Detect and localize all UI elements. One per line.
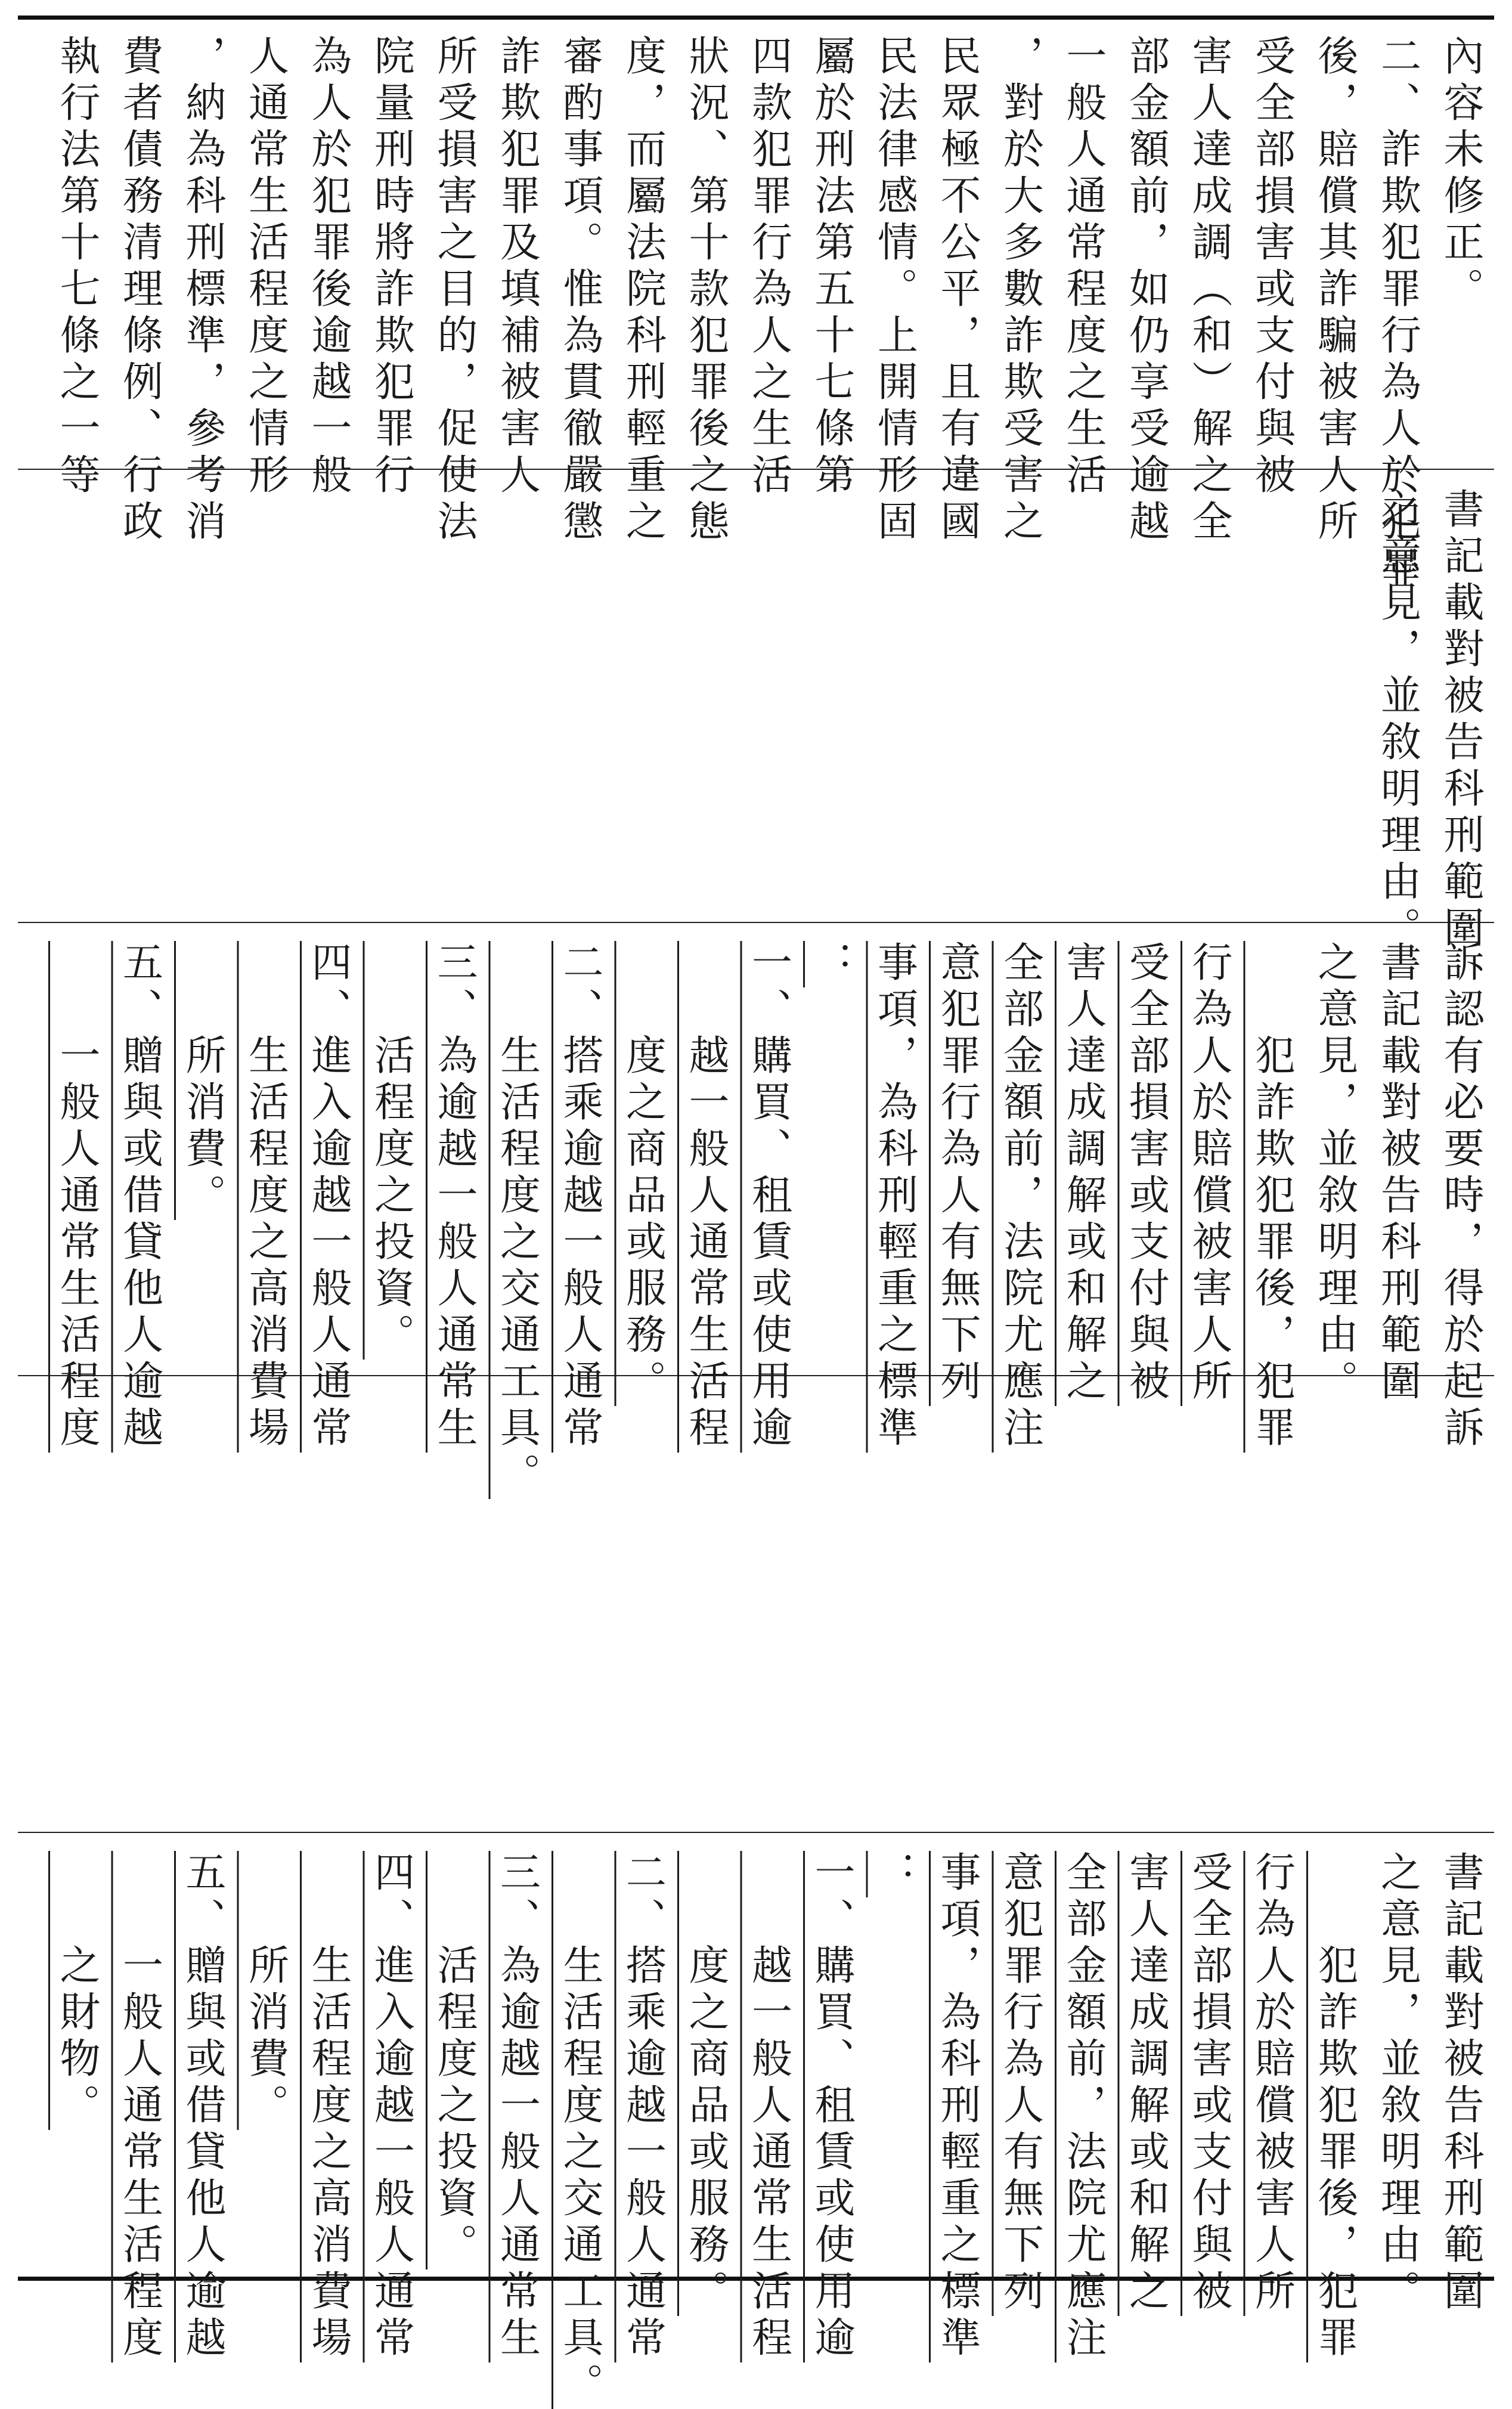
text-column: 費者債務清理條例、行政: [116, 35, 163, 546]
cell-divider: [18, 1832, 1494, 1833]
text-column: 五、贈與或借貸他人逾越: [116, 941, 163, 1453]
text-column: 之財物。: [53, 1851, 100, 2130]
text-column: 犯詐欺犯罪後，犯罪: [1248, 941, 1296, 1453]
text-column: 所受損害之目的，促使法: [430, 35, 478, 546]
text-column: 害人達成調（和）解之全: [1185, 35, 1232, 546]
text-column: 全部金額前，法院尤應注: [1059, 1851, 1107, 2362]
text-column: 屬於刑法第五十七條第: [808, 35, 855, 500]
text-column: 為人於犯罪後逾越一般: [305, 35, 352, 500]
text-column: 事項，為科刑輕重之標準: [934, 1851, 981, 2362]
text-column: 所消費。: [179, 941, 226, 1220]
text-column: ：: [870, 1851, 918, 1897]
text-column: 訴認有必要時，得於起訴: [1437, 941, 1484, 1453]
text-column: 人通常生活程度之情形: [241, 35, 289, 500]
text-column: 五、贈與或借貸他人逾越: [179, 1851, 226, 2362]
text-column: 行為人於賠償被害人所: [1248, 1851, 1296, 2316]
text-column: 民法律感情。上開情形固: [870, 35, 918, 546]
text-column: 生活程度之交通工具。: [493, 941, 541, 1499]
text-column: 生活程度之高消費場: [241, 941, 289, 1453]
text-column: ，對於大多數詐欺受害之: [996, 35, 1044, 546]
cell-empty: [18, 1383, 1494, 1825]
text-column: 度之商品或服務。: [619, 941, 667, 1406]
text-column: 受全部損害或支付與被: [1122, 941, 1170, 1406]
cell-bottom-text: [18, 1840, 1494, 2409]
text-column: 一般人通常程度之生活: [1059, 35, 1107, 500]
text-column: 一般人通常生活程度: [116, 1851, 163, 2362]
text-column: ：: [808, 941, 855, 987]
text-column: 四、進入逾越一般人通常: [305, 941, 352, 1453]
text-column: 受全部損害或支付與被: [1248, 35, 1296, 500]
text-column: 一般人通常生活程度: [53, 941, 100, 1453]
text-column: 院量刑時將詐欺犯罪行: [367, 35, 415, 500]
cell-divider: [18, 922, 1494, 923]
text-column: 越一般人通常生活程: [745, 1851, 792, 2362]
text-column: 三、為逾越一般人通常生: [430, 941, 478, 1453]
text-column: 生活程度之高消費場: [305, 1851, 352, 2362]
text-column: 民眾極不公平，且有違國: [934, 35, 981, 546]
text-column: 越一般人通常生活程: [682, 941, 729, 1453]
text-column: 害人達成調解或和解之: [1122, 1851, 1170, 2316]
text-column: 審酌事項。惟為貫徹嚴懲: [556, 35, 603, 546]
text-column: 所消費。: [241, 1851, 289, 2130]
text-column: 三、為逾越一般人通常生: [493, 1851, 541, 2362]
text-column: 犯詐欺犯罪後，犯罪: [1311, 1851, 1358, 2362]
text-column: 全部金額前，法院尤應注: [996, 941, 1044, 1453]
text-column: 部金額前，如仍享受逾越: [1122, 35, 1170, 546]
top-rule: [18, 16, 1494, 20]
text-column: 度之商品或服務。: [682, 1851, 729, 2316]
cell-upper-middle-current: [18, 477, 1494, 953]
text-column: 受全部損害或支付與被: [1185, 1851, 1232, 2316]
text-column: 二、搭乘逾越一般人通常: [556, 941, 603, 1453]
text-column: 之意見，並敘明理由。: [1311, 941, 1358, 1406]
text-column: 活程度之投資。: [367, 941, 415, 1360]
text-column: 度，而屬法院科刑輕重之: [619, 35, 667, 546]
text-column: 二、詐欺犯罪行為人於犯罪: [1374, 35, 1421, 593]
text-column: 意犯罪行為人有無下列: [934, 941, 981, 1406]
text-column: 後，賠償其詐騙被害人所: [1311, 35, 1358, 546]
text-column: 書記載對被告科刑範圍: [1437, 488, 1484, 953]
text-column: 意犯罪行為人有無下列: [996, 1851, 1044, 2316]
text-column: 一、購買、租賃或使用逾: [808, 1851, 855, 2362]
text-column: 詐欺犯罪及填補被害人: [493, 35, 541, 500]
text-column: 活程度之投資。: [430, 1851, 478, 2269]
text-column: 之意見，並敘明理由。: [1374, 488, 1421, 953]
text-column: 狀況、第十款犯罪後之態: [682, 35, 729, 546]
text-column: 害人達成調解或和解之: [1059, 941, 1107, 1406]
text-column: 行為人於賠償被害人所: [1185, 941, 1232, 1406]
text-column: 生活程度之交通工具。: [556, 1851, 603, 2409]
text-column: 書記載對被告科刑範圍: [1374, 941, 1421, 1406]
cell-lower-middle-amended: [18, 930, 1494, 1499]
text-column: 之意見，並敘明理由。: [1374, 1851, 1421, 2316]
text-column: 書記載對被告科刑範圍: [1437, 1851, 1484, 2316]
text-column: 執行法第十七條之一等: [53, 35, 100, 500]
text-column: ，納為科刑標準，參考消: [179, 35, 226, 546]
text-column: 二、搭乘逾越一般人通常: [619, 1851, 667, 2362]
text-column: 事項，為科刑輕重之標準: [870, 941, 918, 1453]
cell-top-amended: [18, 24, 1494, 593]
text-column: 四款犯罪行為人之生活: [745, 35, 792, 500]
text-column: 一、購買、租賃或使用逾: [745, 941, 792, 1453]
text-column: 四、進入逾越一般人通常: [367, 1851, 415, 2362]
text-column: 內容未修正。: [1437, 35, 1484, 314]
